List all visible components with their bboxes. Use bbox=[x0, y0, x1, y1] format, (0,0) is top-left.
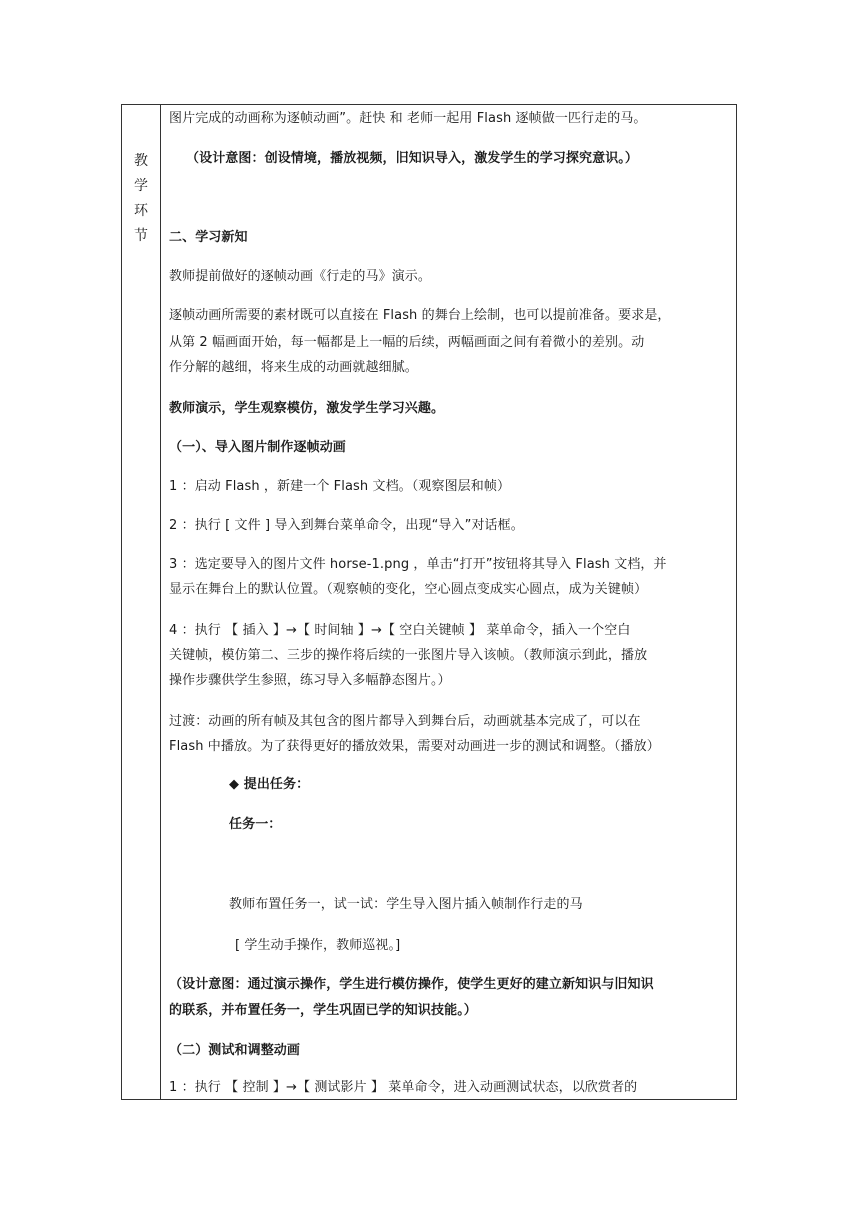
step-line: 4 ：执行 【 插入 】→【 时间轴 】→【 空白关键帧 】 菜单命令，插入一个空白 bbox=[169, 623, 631, 638]
step-line: 2 ：执行 [ 文件 ] 导入到舞台菜单命令，出现“导入”对话框。 bbox=[169, 518, 524, 533]
task-title: 任务一： bbox=[229, 817, 282, 832]
section-label-char: 节 bbox=[134, 228, 148, 244]
step-line: 操作步骤供学生参照，练习导入多幅静态图片。） bbox=[169, 673, 451, 688]
bold-statement: 教师演示，学生观察模仿，激发学生学习兴趣。 bbox=[169, 401, 445, 416]
section-label-char: 教 bbox=[134, 153, 148, 169]
student-activity-note: [ 学生动手操作，教师巡视。] bbox=[235, 938, 401, 953]
task-prompt: ◆ 提出任务： bbox=[229, 777, 310, 792]
paragraph-line: 图片完成的动画称为逐帧动画”。赶快 和 老师一起用 Flash 逐帧做一匹行走的马。 bbox=[169, 111, 647, 126]
step-line: 1 ：启动 Flash ，新建一个 Flash 文档。（观察图层和帧） bbox=[169, 479, 511, 494]
section-label-char: 学 bbox=[134, 178, 148, 194]
design-intent-note: （设计意图：创设情境，播放视频，旧知识导入，激发学生的学习探究意识。） bbox=[186, 151, 639, 166]
section-label-char: 环 bbox=[134, 203, 148, 219]
content-cell bbox=[169, 105, 734, 1099]
design-intent-note: （设计意图：通过演示操作，学生进行模仿操作，使学生更好的建立新知识与旧知识 bbox=[169, 977, 654, 992]
paragraph-line: Flash 中播放。为了获得更好的播放效果，需要对动画进一步的测试和调整。（播放） bbox=[169, 739, 660, 754]
task-description: 教师布置任务一，试一试：学生导入图片插入帧制作行走的马 bbox=[229, 897, 583, 912]
lesson-table bbox=[121, 104, 737, 1100]
step-line: 3 ：选定要导入的图片文件 horse-1.png ，单击“打开”按钮将其导入 Flash 文档，并 bbox=[169, 557, 667, 572]
section-label-column bbox=[122, 105, 161, 1099]
paragraph-line: 过渡：动画的所有帧及其包含的图片都导入到舞台后，动画就基本完成了，可以在 bbox=[169, 714, 641, 729]
subsection-heading: （一）、导入图片制作逐帧动画 bbox=[169, 440, 346, 455]
subsection-heading: （二）测试和调整动画 bbox=[169, 1043, 301, 1058]
paragraph-line: 从第 2 幅画面开始，每一幅都是上一幅的后续，两幅画面之间有着微小的差别。动 bbox=[169, 335, 645, 350]
section-heading: 二、学习新知 bbox=[169, 230, 248, 245]
paragraph-line: 逐帧动画所需要的素材既可以直接在 Flash 的舞台上绘制，也可以提前准备。要求是， bbox=[169, 308, 671, 323]
step-line: 显示在舞台上的默认位置。（观察帧的变化，空心圆点变成实心圆点，成为关键帧） bbox=[169, 582, 648, 597]
step-line: 关键帧，模仿第二、三步的操作将后续的一张图片导入该帧。（教师演示到此，播放 bbox=[169, 648, 648, 663]
step-line: 1 ：执行 【 控制 】→【 测试影片 】 菜单命令，进入动画测试状态，以欣赏者的 bbox=[169, 1080, 638, 1095]
paragraph-line: 作分解的越细，将来生成的动画就越细腻。 bbox=[169, 360, 418, 375]
paragraph-line: 教师提前做好的逐帧动画《行走的马》演示。 bbox=[169, 269, 432, 284]
design-intent-note: 的联系，并布置任务一，学生巩固已学的知识技能。） bbox=[169, 1003, 477, 1018]
